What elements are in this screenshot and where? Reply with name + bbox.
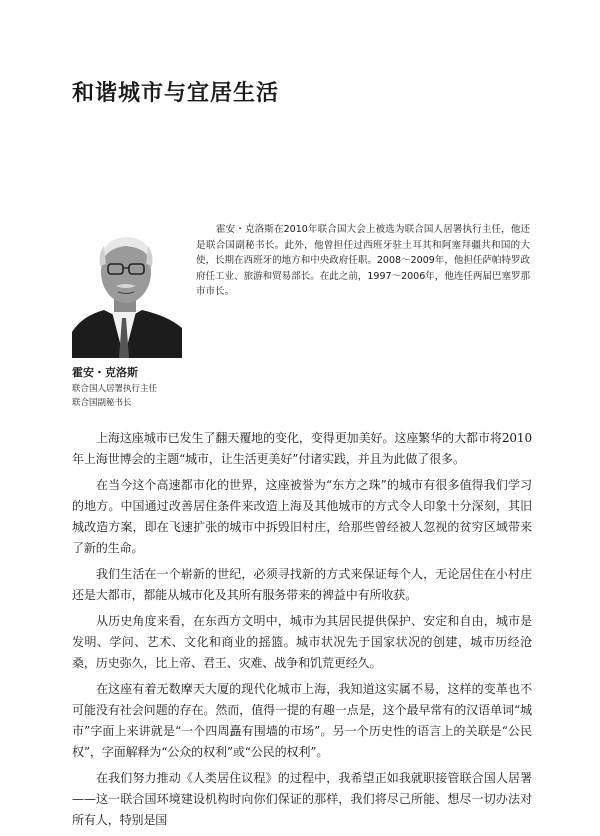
portrait-photo bbox=[72, 220, 182, 358]
paragraph: 从历史角度来看，在东西方文明中，城市为其居民提供保护、安定和自由，城市是发明、学问、艺术、文化和商业的摇篮。城市状况先于国家状况的创建，城市历经沧桑，历史弥久，比上帝、君王、灾难、战争和饥荒更经久。 bbox=[72, 614, 532, 670]
paragraph: 在这座有着无数摩天大厦的现代化城市上海，我知道这实属不易，这样的变革也不可能没有社会问题的存在。然而，值得一提的有趣一点是，这个最早常有的汉语单词“城市”字面上来讲就是“一个四周矗有围墙的市场”。另一个历史性的语言上的关联是“公民权”，字面解释为“公众的权利”或“公民的权利”。 bbox=[72, 682, 532, 759]
paragraph: 上海这座城市已发生了翻天覆地的变化，变得更加美好。这座繁华的大都市将2010年上海世博会的主题“城市，让生活更美好”付诸实践，并且为此做了很多。 bbox=[72, 431, 532, 466]
paragraph: 我们生活在一个崭新的世纪，必须寻找新的方式来保证每个人，无论居住在小村庄还是大都市，都能从城市化及其所有服务带来的裨益中有所收获。 bbox=[72, 567, 532, 602]
author-role: 联合国副秘书长 bbox=[72, 398, 132, 408]
paragraph: 在我们努力推动《人类居住议程》的过程中，我希望正如我就职接管联合国人居署——这一联合国环境建设机构时向你们保证的那样，我们将尽己所能、想尽一切办法对所有人，特别是国 bbox=[72, 771, 532, 827]
page-title: 和谐城市与宜居生活 bbox=[72, 81, 280, 106]
author-role: 联合国人居署执行主任 bbox=[72, 384, 158, 394]
article-body bbox=[72, 428, 532, 836]
author-name: 霍安・克洛斯 bbox=[72, 366, 138, 379]
author-bio: 霍安・克洛斯在2010年联合国大会上被选为联合国人居署执行主任，他还是联合国副秘书长。此外，他曾担任过西班牙驻土耳其和阿塞拜疆共和国的大使，长期在西班牙的地方和中央政府任职。2008～2009年，他担任萨帕特罗政府任工业、旅游和贸易部长。在此之前，1997～2006年，他连任两届巴塞罗那市市长。 bbox=[196, 224, 530, 297]
paragraph: 在当今这个高速都市化的世界，这座被誉为“东方之珠”的城市有很多值得我们学习的地方。中国通过改善居住条件来改造上海及其他城市的方式令人印象十分深刻，其旧城改造方案，即在飞速扩张的城市中拆毁旧村庄，给那些曾经被人忽视的贫穷区域带来了新的生命。 bbox=[72, 478, 532, 555]
